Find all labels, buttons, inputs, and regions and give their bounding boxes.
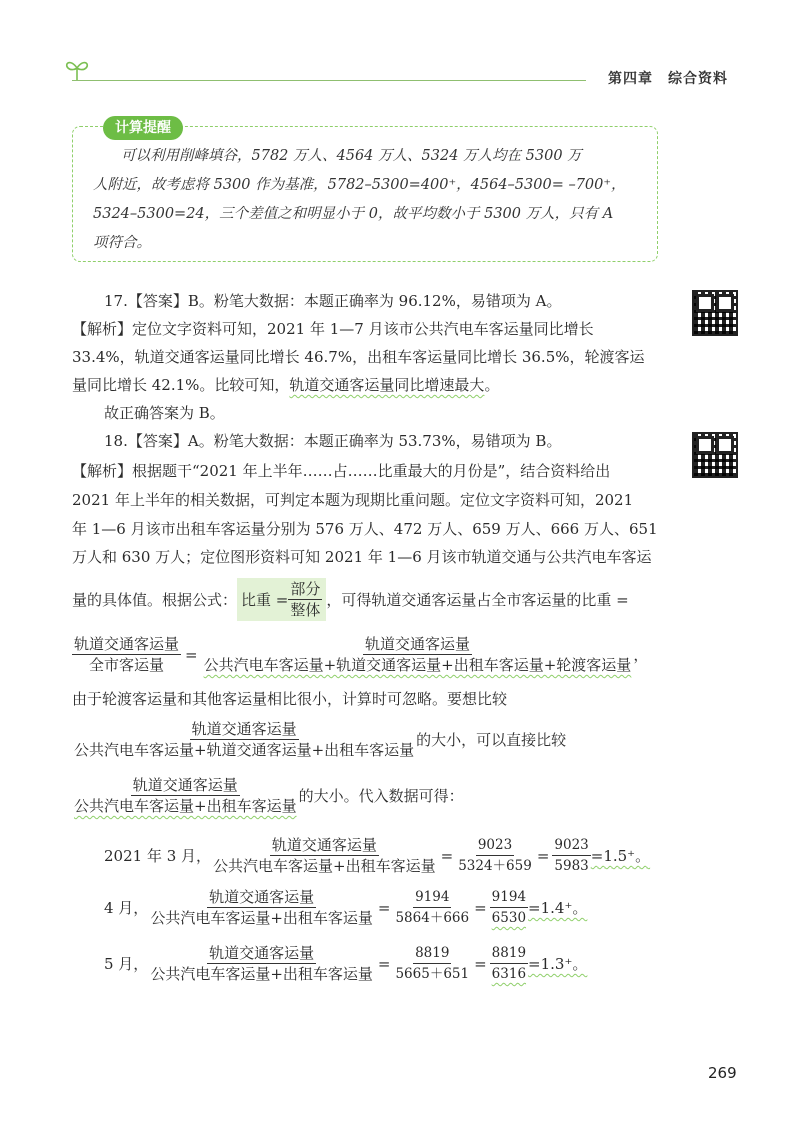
qr-code-icon[interactable] [692, 290, 738, 336]
calc-row-april: 4 月， $\frac{\text{轨道交通客运量}}{\text{公共汽电车客运量+出租车客运量}}$ = $\frac{9194}{5864+666}$ = $\frac{9194}{6530}$ =1.4⁺。 [104, 888, 588, 927]
reminder-line: 人附近，故考虑将 5300 作为基准，5782–5300=400⁺，4564–5300= –700⁺， [93, 177, 626, 193]
reminder-line: 项符合。 [93, 235, 151, 251]
calc-row-may: 5 月， $\frac{\text{轨道交通客运量}}{\text{公共汽电车客运量+出租车客运量}}$ = $\frac{8819}{5665+651}$ = $\frac{8819}{6316}$ =1.3⁺。 [104, 944, 588, 983]
q17-analysis: 33.4%，轨道交通客运量同比增长 46.7%，出租车客运量同比增长 36.5%，轮渡客运 [72, 348, 645, 366]
reminder-line: 5324–5300=24，三个差值之和明显小于 0，故平均数小于 5300 万人，只有 A [93, 206, 614, 222]
chapter-title: 第四章 综合资料 [608, 71, 728, 87]
q18-answer: 18.【答案】A。粉笔大数据：本题正确率为 53.73%，易错项为 B。 [104, 432, 562, 450]
ratio-formula: 比重 = $\frac{\text{部分}}{\text{整体}}$ [237, 578, 326, 621]
calc-row-march: 2021 年 3 月， $\frac{\text{轨道交通客运量}}{\text{公共汽电车客运量+出租车客运量}}$ = $\frac{9023}{5324+659}$ = $\frac{9023}{5983}$ =1.5⁺。 [104, 836, 651, 875]
q17-answer: 17.【答案】B。粉笔大数据：本题正确率为 96.12%，易错项为 A。 [104, 292, 562, 310]
fraction-line-2: $\frac{\text{轨道交通客运量}}{\text{公共汽电车客运量+轨道交通客运量+出租车客运量}}$ 的大小，可以直接比较 [74, 720, 567, 759]
q18-analysis: 【解析】根据题干“2021 年上半年……占……比重最大的月份是”，结合资料给出 [72, 462, 611, 480]
q18-analysis: 2021 年上半年的相关数据，可判定本题为现期比重问题。定位文字资料可知，2021 [72, 491, 634, 509]
sprout-icon [62, 54, 92, 82]
fraction-line-1: $\frac{\text{轨道交通客运量}}{\text{全市客运量}}$ = $\frac{\text{轨道交通客运量}}{\text{公共汽电车客运量+轨道交通客运量+出租车客运量+轮渡客运量}}$ ， [74, 635, 649, 674]
reminder-tag: 计算提醒 [103, 116, 183, 140]
qr-code-icon[interactable] [692, 432, 738, 478]
reminder-line: 可以利用削峰填谷，5782 万人、4564 万人、5324 万人均在 5300 万 [121, 148, 582, 164]
q18-analysis: 万人和 630 万人；定位图形资料可知 2021 年 1—6 月该市轨道交通与公共汽电车客运 [72, 548, 652, 566]
fraction-line-3: $\frac{\text{轨道交通客运量}}{\text{公共汽电车客运量+出租车客运量}}$ 的大小。代入数据可得： [74, 776, 464, 815]
q17-analysis: 量同比增长 42.1%。比较可知，轨道交通客运量同比增速最大。 [72, 376, 500, 394]
q18-analysis: 由于轮渡客运量和其他客运量相比很小，计算时可忽略。要想比较 [72, 690, 508, 708]
q17-analysis: 【解析】定位文字资料可知，2021 年 1—7 月该市公共汽电车客运量同比增长 [72, 320, 594, 338]
q18-analysis: 年 1—6 月该市出租车客运量分别为 576 万人、472 万人、659 万人、666 万人、651 [72, 520, 658, 538]
q18-formula-line: 量的具体值。根据公式： 比重 = $\frac{\text{部分}}{\text{整体}}$ ，可得轨道交通客运量占全市客运量的比重 = [72, 580, 629, 619]
header-rule [72, 80, 586, 81]
page-number: 269 [708, 1064, 737, 1082]
q17-conclusion: 故正确答案为 B。 [104, 404, 225, 422]
